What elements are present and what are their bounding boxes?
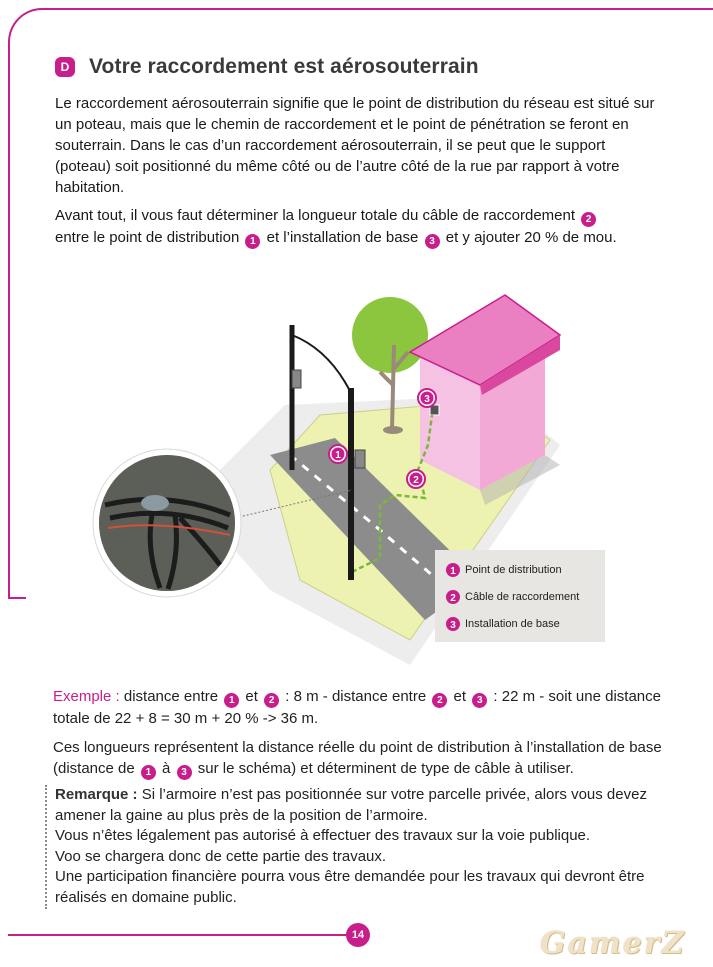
svg-text:3: 3 [450,620,456,631]
example-label: Exemple : [53,688,120,705]
watermark: GamerZ [540,926,686,961]
photo-clamp [141,495,169,511]
footer-line [8,934,348,936]
number-badge-2: 2 [581,212,596,227]
legend-item-2 [446,590,579,604]
instruction-paragraph: Avant tout, il vous faut déterminer la longueur totale du câble de raccordement 2 entre le point de distribution 1 et l’installation de base 3 et y ajouter 20 % de mou. [55,207,617,247]
number-badge-3: 3 [177,765,192,780]
number-badge-2: 2 [264,693,279,708]
remark-label: Remarque : [55,786,138,803]
section-header [55,55,479,79]
legend-label-3: Installation de base [465,618,560,630]
page-number: 14 [346,923,370,947]
number-badge-1: 1 [141,765,156,780]
number-badge-1: 1 [245,234,260,249]
number-badge-1: 1 [224,693,239,708]
marker-2-label: 2 [413,475,419,486]
section-title: Votre raccordement est aérosouterrain [89,55,479,78]
marker-1-label: 1 [335,450,341,461]
section-badge: D [55,57,75,77]
connection-diagram [80,290,640,670]
frame-divider [8,597,26,599]
svg-text:2: 2 [450,593,456,604]
remark-box: Remarque : Si l’armoire n’est pas positionnée sur votre parcelle privée, alors vous devez amener la gaine au plus près de la position de l’armoire. Vous n’êtes légalement pas autorisé à effectuer des travaux sur la voie publique. Voo se chargera donc de cette partie des travaux. Une participation financière pourra vous être demandée pour les travaux qui devront être réalisés en domaine public. [45,785,680,909]
tree-base [383,426,403,434]
pole-box-back [292,370,301,388]
legend-label-1: Point de distribution [465,564,562,576]
tree-crown [352,297,428,373]
distribution-box [355,450,365,468]
intro-paragraph: Le raccordement aérosouterrain signifie que le point de distribution du réseau est situé sur un poteau, mais que le chemin de raccordement et le point de pénétration se feront en souterrain. Dans le cas d’un raccordement aérosouterrain, il se peut que le support (poteau) soit positionné du même côté ou de l’autre côté de la rue par rapport à votre habitation. [55,95,655,196]
number-badge-2: 2 [432,693,447,708]
number-badge-3: 3 [425,234,440,249]
example-paragraph: Exemple : distance entre 1 et 2 : 8 m - distance entre 2 et 3 : 22 m - soit une distance totale de 22 + 8 = 30 m + 20 % -> 36 m. [53,688,661,727]
legend-label-2: Câble de raccordement [465,591,580,603]
marker-3-label: 3 [424,394,430,405]
number-badge-3: 3 [472,693,487,708]
svg-text:1: 1 [450,566,456,577]
lengths-paragraph: Ces longueurs représentent la distance réelle du point de distribution à l’installation de base (distance de 1 à 3 sur le schéma) et déterminent de type de câble à utiliser. [53,739,662,778]
